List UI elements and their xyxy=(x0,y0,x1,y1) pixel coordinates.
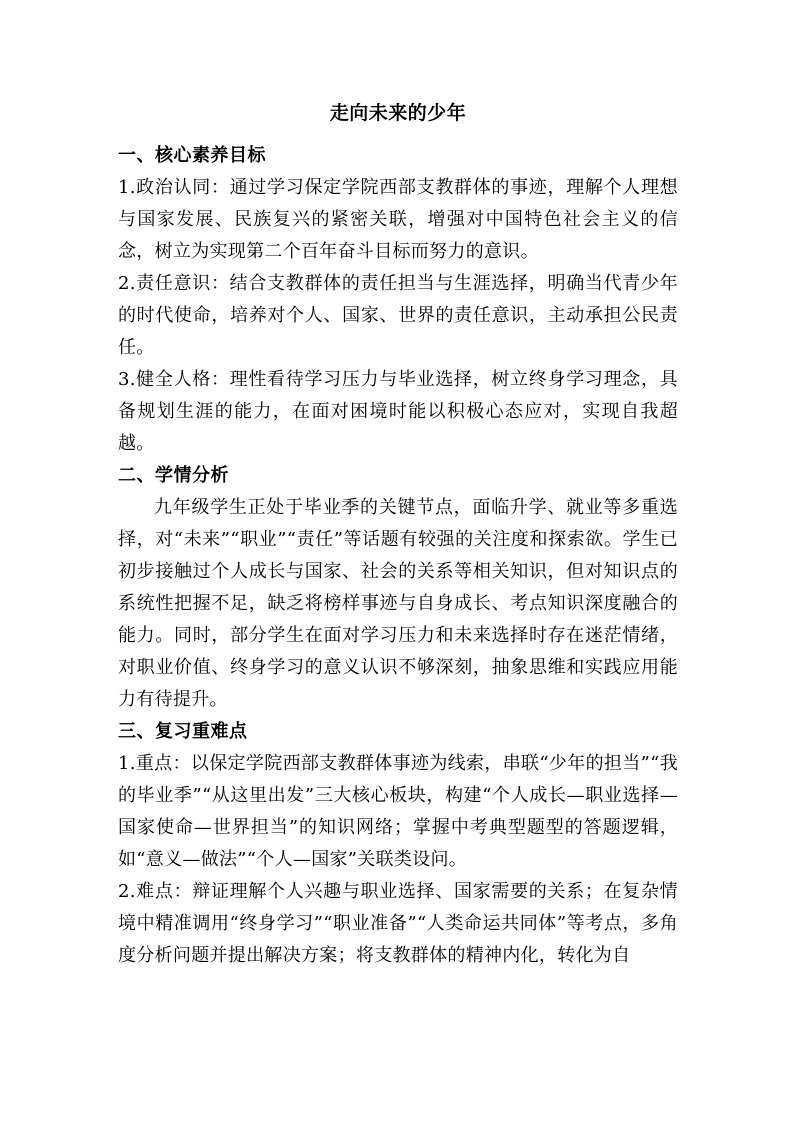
section-heading: 三、复习重难点 xyxy=(118,721,248,742)
paragraph-learner-analysis: 九年级学生正处于毕业季的关键节点，面临升学、就业等多重选择，对“未来”“职业”“责任”等话题有较强的关注度和探索欲。学生已初步接触过个人成长与国家、社会的关系等相关知识，但对知识点的系统性把握不足，缺乏将榜样事迹与自身成长、考点知识深度融合的能力。同时，部分学生在面对学习压力和未来选择时存在迷茫情绪，对职业价值、终身学习的意义认识不够深刻，抽象思维和实践应用能力有待提升。 xyxy=(118,497,678,710)
section-learner-analysis xyxy=(118,460,678,716)
paragraph-difficult-point: 2.难点：辩证理解个人兴趣与职业选择、国家需要的关系；在复杂情境中精准调用“终身学习”“职业准备”“人类命运共同体”等考点，多角度分析问题并提出解决方案；将支教群体的精神内化，转化为自 xyxy=(118,881,678,966)
section-heading: 一、核心素养目标 xyxy=(118,145,266,166)
paragraph-political-identity: 1.政治认同：通过学习保定学院西部支教群体的事迹，理解个人理想与国家发展、民族复兴的紧密关联，增强对中国特色社会主义的信念，树立为实现第二个百年奋斗目标而努力的意识。 xyxy=(118,177,678,262)
paragraph-key-point: 1.重点：以保定学院西部支教群体事迹为线索，串联“少年的担当”“我的毕业季”“从这里出发”三大核心板块，构建“个人成长—职业选择—国家使命—世界担当”的知识网络；掌握中考典型题型的答题逻辑，如“意义—做法”“个人—国家”关联类设问。 xyxy=(118,753,678,870)
document-title: 走向未来的少年 xyxy=(329,102,467,124)
section-heading: 二、学情分析 xyxy=(118,465,229,486)
paragraph-responsibility: 2.责任意识：结合支教群体的责任担当与生涯选择，明确当代青少年的时代使命，培养对个人、国家、世界的责任意识，主动承担公民责任。 xyxy=(118,273,678,358)
document-page xyxy=(118,98,678,972)
section-key-points xyxy=(118,716,678,972)
paragraph-personality: 3.健全人格：理性看待学习压力与毕业选择，树立终身学习理念，具备规划生涯的能力，在面对困境时能以积极心态应对，实现自我超越。 xyxy=(118,369,678,454)
section-core-literacy xyxy=(118,140,678,460)
